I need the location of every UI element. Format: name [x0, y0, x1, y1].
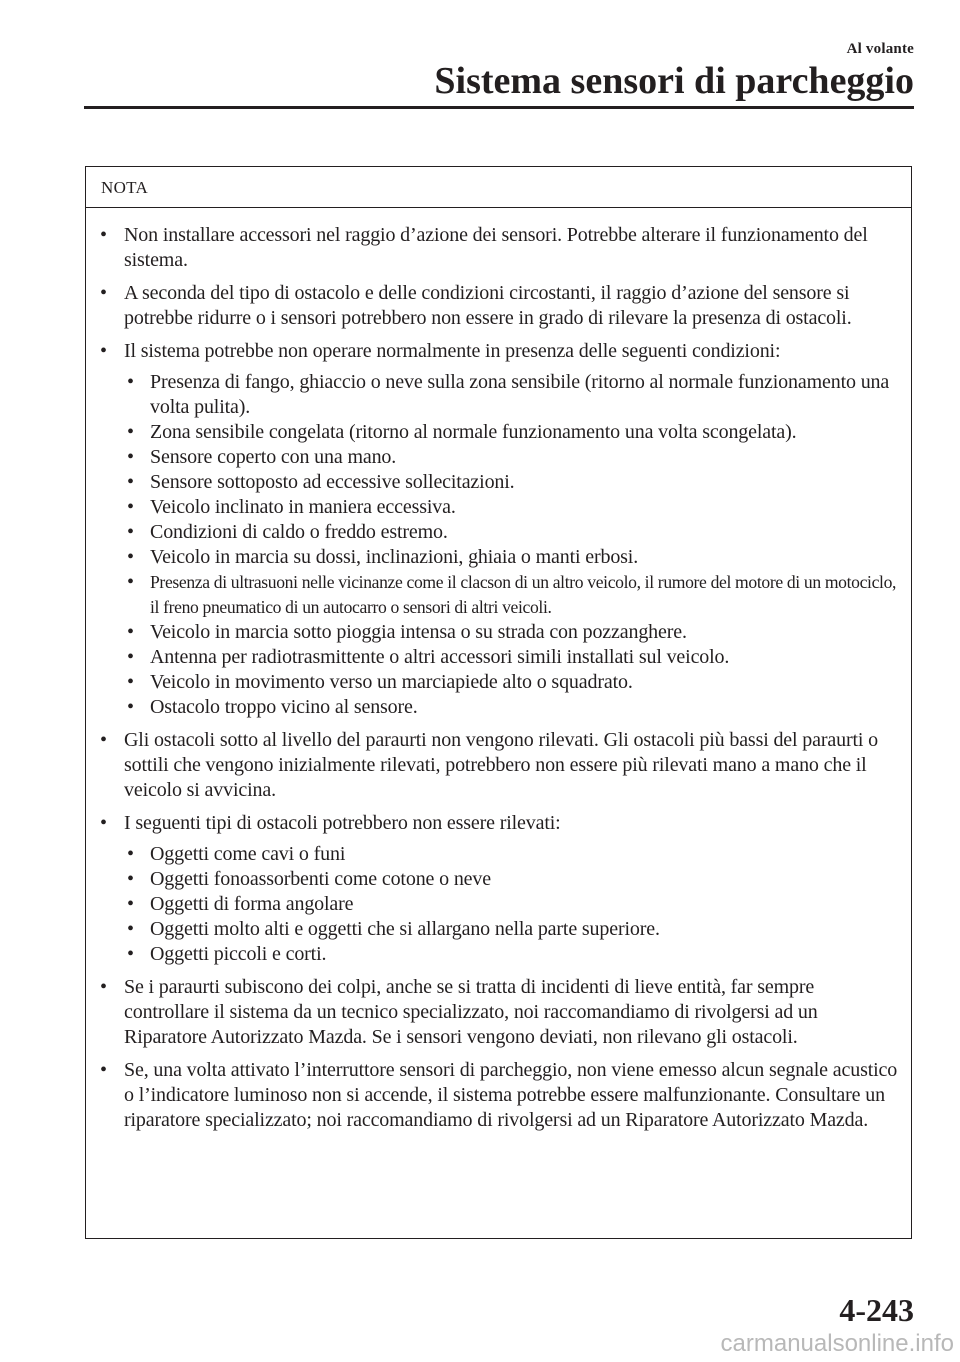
- sub-bullet-icon: •: [127, 496, 134, 518]
- note-item: [100, 1058, 901, 1133]
- bullet-icon: •: [100, 1059, 107, 1081]
- sub-list-item: [124, 445, 901, 470]
- sub-bullet-icon: •: [127, 446, 134, 468]
- note-item: [100, 223, 901, 273]
- sub-list-item-text: Ostacolo troppo vicino al sensore.: [150, 696, 418, 718]
- page-number: 4-243: [839, 1292, 914, 1328]
- sub-list: [124, 370, 901, 720]
- note-item-text: Se, una volta attivato l’interruttore sensori di parcheggio, non viene emesso alcun segnale acustico o l’indicatore luminoso non si accende, il sistema potrebbe essere malfunzionante. Consultare un riparatore specializzato; noi raccomandiamo di rivolgersi ad un Riparatore Autorizzato Mazda.: [124, 1059, 898, 1131]
- sub-list-item: [124, 917, 901, 942]
- bullet-icon: •: [100, 224, 107, 246]
- note-item-text: Il sistema potrebbe non operare normalmente in presenza delle seguenti condizioni:: [124, 340, 781, 362]
- sub-list-item: [124, 670, 901, 695]
- note-item: [100, 811, 901, 967]
- sub-list-item-text: Oggetti di forma angolare: [150, 893, 354, 915]
- note-item-content: [124, 811, 901, 967]
- sub-list-item-text: Oggetti fonoassorbenti come cotone o neve: [150, 868, 491, 890]
- sub-bullet-icon: •: [127, 696, 134, 718]
- note-item-text: A seconda del tipo di ostacolo e delle condizioni circostanti, il raggio d’azione del sensore si potrebbe ridurre o i sensori potrebbero non essere in grado di rilevare la presenza di ostacoli.: [124, 282, 852, 329]
- sub-list-item: [124, 495, 901, 520]
- note-item-content: [124, 339, 901, 720]
- sub-bullet-icon: •: [127, 893, 134, 915]
- sub-list-item-text: Veicolo in movimento verso un marciapiede alto o squadrato.: [150, 671, 633, 693]
- note-item-text: Non installare accessori nel raggio d’azione dei sensori. Potrebbe alterare il funzionamento del sistema.: [124, 224, 868, 271]
- note-item-text: Se i paraurti subiscono dei colpi, anche se si tratta di incidenti di lieve entità, far sempre controllare il sistema da un tecnico specializzato, noi raccomandiamo di rivolgersi ad un Riparatore Autorizzato Mazda. Se i sensori vengono deviati, non rilevano gli ostacoli.: [124, 976, 818, 1048]
- sub-bullet-icon: •: [127, 843, 134, 865]
- bullet-icon: •: [100, 729, 107, 751]
- sub-list-item: [124, 842, 901, 867]
- sub-bullet-icon: •: [127, 521, 134, 543]
- sub-list-item-text: Sensore coperto con una mano.: [150, 446, 397, 468]
- note-item: [100, 281, 901, 331]
- note-body: [86, 208, 911, 1133]
- sub-bullet-icon: •: [127, 918, 134, 940]
- note-label: NOTA: [86, 167, 911, 208]
- page-title: Sistema sensori di parcheggio: [434, 60, 914, 102]
- section-label: Al volante: [846, 41, 914, 57]
- sub-list-item: [124, 695, 901, 720]
- note-item-text: I seguenti tipi di ostacoli potrebbero non essere rilevati:: [124, 812, 561, 834]
- note-item-content: [124, 281, 901, 331]
- sub-list-item: [124, 570, 901, 620]
- sub-list-item: [124, 645, 901, 670]
- sub-list-item: [124, 420, 901, 445]
- sub-list-item: [124, 867, 901, 892]
- bullet-icon: •: [100, 340, 107, 362]
- sub-bullet-icon: •: [127, 371, 134, 393]
- note-box: [85, 166, 912, 1239]
- sub-list-item-text: Oggetti molto alti e oggetti che si allargano nella parte superiore.: [150, 918, 660, 940]
- bullet-icon: •: [100, 282, 107, 304]
- title-divider: [84, 106, 914, 109]
- sub-list-item: [124, 620, 901, 645]
- sub-list-item-text: Zona sensibile congelata (ritorno al normale funzionamento una volta scongelata).: [150, 421, 797, 443]
- bullet-icon: •: [100, 976, 107, 998]
- sub-list-item: [124, 545, 901, 570]
- note-item-content: [124, 1058, 901, 1133]
- sub-list-item-text: Veicolo in marcia su dossi, inclinazioni, ghiaia o manti erbosi.: [150, 546, 639, 568]
- sub-bullet-icon: •: [127, 571, 134, 593]
- sub-list: [124, 842, 901, 967]
- sub-list-item: [124, 942, 901, 967]
- sub-list-item-text: Oggetti piccoli e corti.: [150, 943, 327, 965]
- note-item-content: [124, 728, 901, 803]
- watermark: carmanualsonline.info: [720, 1330, 954, 1357]
- sub-bullet-icon: •: [127, 868, 134, 890]
- sub-list-item: [124, 470, 901, 495]
- sub-list-item-text: Veicolo inclinato in maniera eccessiva.: [150, 496, 456, 518]
- note-item: [100, 975, 901, 1050]
- sub-bullet-icon: •: [127, 621, 134, 643]
- note-item: [100, 728, 901, 803]
- note-item-content: [124, 223, 901, 273]
- bullet-icon: •: [100, 812, 107, 834]
- sub-list-item-text: Sensore sottoposto ad eccessive sollecitazioni.: [150, 471, 515, 493]
- sub-list-item-text: Presenza di ultrasuoni nelle vicinanze come il clacson di un altro veicolo, il rumore del motore di un motociclo, il freno pneumatico di un autocarro o sensori di altri veicoli.: [150, 572, 897, 617]
- sub-list-item-text: Oggetti come cavi o funi: [150, 843, 346, 865]
- sub-list-item-text: Antenna per radiotrasmittente o altri accessori simili installati sul veicolo.: [150, 646, 730, 668]
- note-item: [100, 339, 901, 720]
- sub-bullet-icon: •: [127, 943, 134, 965]
- note-item-content: [124, 975, 901, 1050]
- sub-bullet-icon: •: [127, 546, 134, 568]
- sub-list-item-text: Presenza di fango, ghiaccio o neve sulla zona sensibile (ritorno al normale funzionamento una volta pulita).: [150, 371, 890, 418]
- sub-list-item-text: Veicolo in marcia sotto pioggia intensa o su strada con pozzanghere.: [150, 621, 687, 643]
- sub-list-item: [124, 370, 901, 420]
- sub-list-item: [124, 520, 901, 545]
- sub-bullet-icon: •: [127, 671, 134, 693]
- sub-bullet-icon: •: [127, 471, 134, 493]
- sub-list-item: [124, 892, 901, 917]
- sub-bullet-icon: •: [127, 421, 134, 443]
- sub-list-item-text: Condizioni di caldo o freddo estremo.: [150, 521, 448, 543]
- sub-bullet-icon: •: [127, 646, 134, 668]
- note-item-text: Gli ostacoli sotto al livello del paraurti non vengono rilevati. Gli ostacoli più bassi del paraurti o sottili che vengono inizialmente rilevati, potrebbero non essere più rilevati mano a mano che il veicolo si avvicina.: [124, 729, 878, 801]
